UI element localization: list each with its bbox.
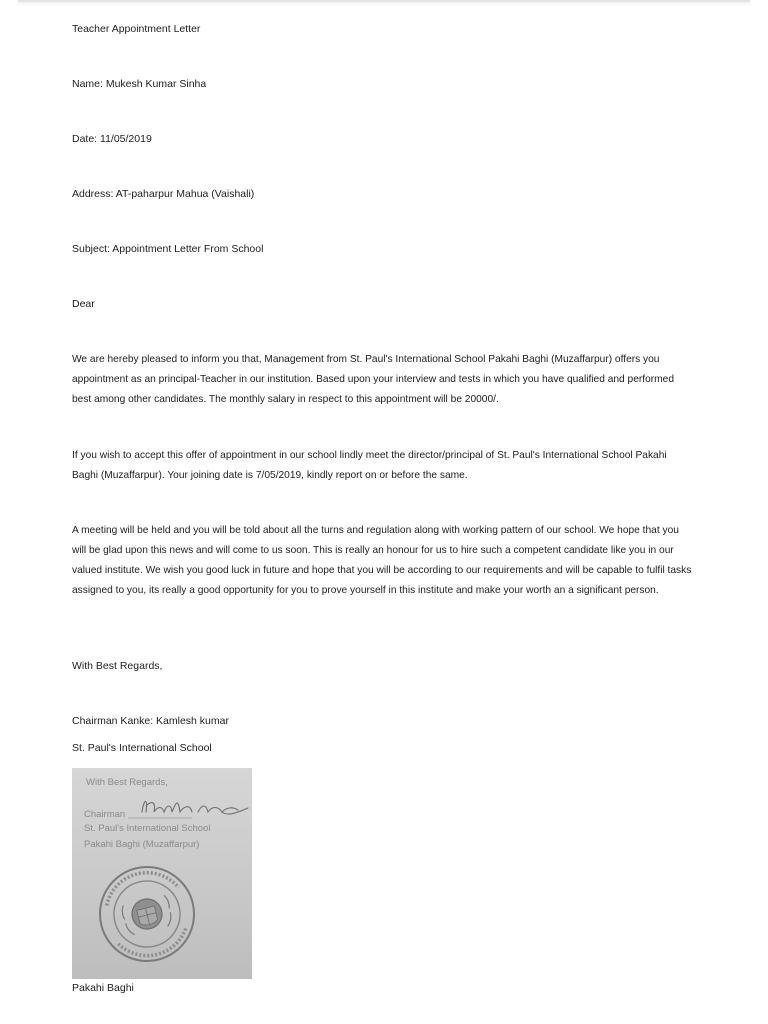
recipient-address: Address: AT-paharpur Mahua (Vaishali) (72, 188, 255, 200)
signature-and-seal-drawing (72, 768, 252, 979)
chairman-line: Chairman Kanke: Kamlesh kumar (72, 715, 229, 727)
photo-chairman-label: Chairman (84, 809, 126, 820)
photo-place-text: Pakahi Baghi (Muzaffarpur) (84, 839, 200, 850)
photo-regards-text: With Best Regards, (86, 777, 168, 788)
footer-place: Pakahi Baghi (72, 982, 134, 994)
letter-date: Date: 11/05/2019 (72, 133, 152, 145)
school-name: St. Paul's International School (72, 742, 212, 754)
signature-seal-photo (72, 768, 252, 979)
photo-school-text: St. Paul's International School (84, 823, 211, 834)
closing: With Best Regards, (72, 660, 163, 672)
body-paragraph-2: If you wish to accept this offer of appointment in our school lindly meet the director/principal of St. Paul's International School Pakahi Baghi (Muzaffarpur). Your joining date is 7/05/2019, kindly report on or before the same. (72, 450, 667, 481)
page-top-edge (18, 0, 750, 2)
salutation: Dear (72, 298, 95, 310)
letter-title: Teacher Appointment Letter (72, 23, 201, 35)
letter-subject: Subject: Appointment Letter From School (72, 243, 264, 255)
body-paragraph-1: We are hereby pleased to inform you that, Management from St. Paul's International School Pakahi Baghi (Muzaffarpur) offers you appointment as an principal-Teacher in our institution. Based upon your interview and tests in which you have qualified and performed best among other candidates. The monthly salary in respect to this appointment will be 20000/. (72, 354, 674, 405)
body-paragraph-3: A meeting will be held and you will be told about all the turns and regulation along with working pattern of our school. We hope that you will be glad upon this news and will come to us soon. This is really an honour for us to hire such a competent candidate like you in our valued institute. We wish you good luck in future and hope that you will be according to our requirements and will be capable to fulfil tasks assigned to you, its really a good opportunity for you to prove yourself in this institute and make your worth an a significant person. (72, 525, 692, 596)
recipient-name: Name: Mukesh Kumar Sinha (72, 78, 207, 90)
